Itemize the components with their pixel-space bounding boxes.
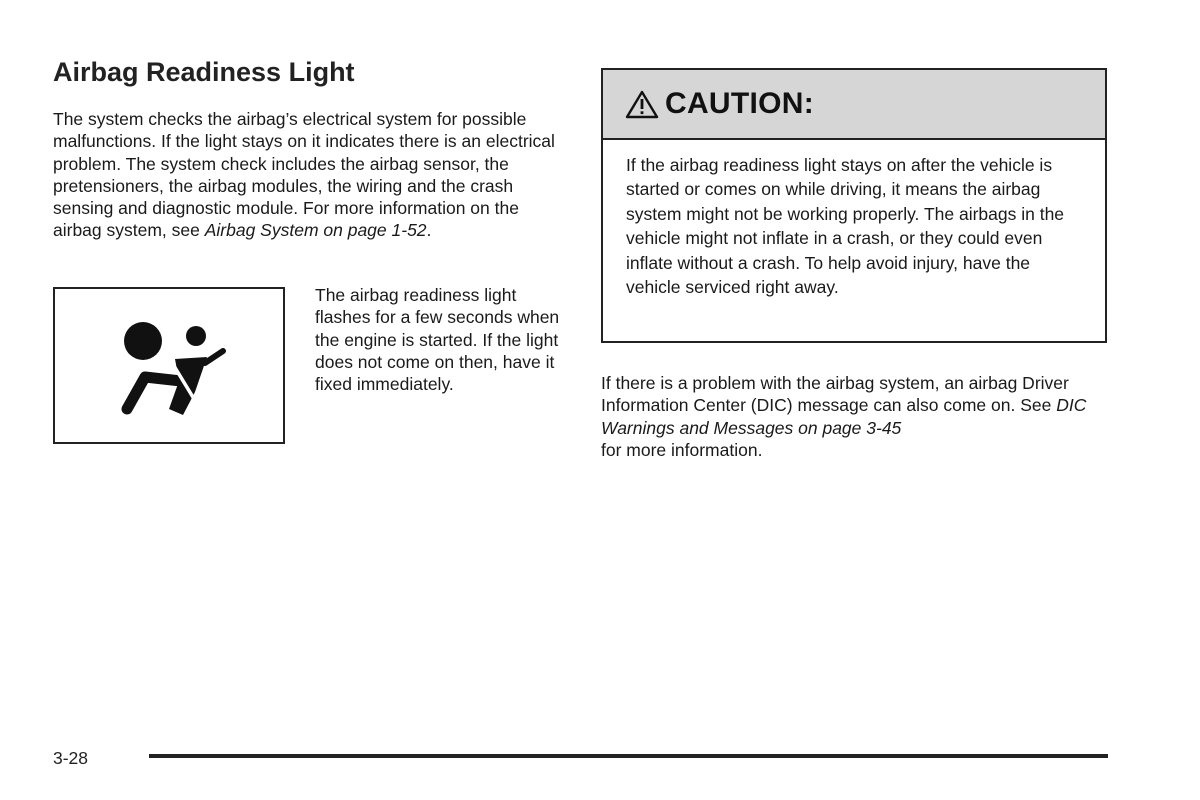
airbag-light-description: The airbag readiness light flashes for a few seconds when the engine is started. If the light does not come on then, have it fixed immediately. [315,285,560,395]
intro-paragraph [53,108,568,242]
warning-triangle-icon [625,89,659,119]
dic-text: If there is a problem with the airbag system, an airbag Driver Information Center (DIC) message can also come on. See [601,373,1069,416]
airbag-system-reference: Airbag System on page 1-52 [204,220,427,241]
dic-paragraph [601,372,1121,461]
caution-title: CAUTION: [665,87,815,120]
caution-header [603,70,1105,140]
caution-box [601,68,1107,343]
airbag-readiness-icon [119,317,229,417]
airbag-symbol-box [53,287,285,444]
caution-body: If the airbag readiness light stays on after the vehicle is started or comes on while driving, it means the airbag system might not be working properly. The airbags in the vehicle might not inflate in a crash, or they could even inflate without a crash. To help avoid injury, have the vehicle serviced right away. [626,155,1065,298]
section-heading: Airbag Readiness Light [53,57,355,87]
intro-end: . [426,220,432,241]
footer-rule [149,754,1108,758]
dic-warnings-reference: DIC Warnings and Messages on page 3-45 [601,395,1087,438]
page-number: 3-28 [53,748,89,768]
intro-text: The system checks the airbag’s electrical system for possible malfunctions. If the light stays on it indicates there is an electrical problem. The system check includes the airbag sensor, the pretensioners, the airbag modules, the wiring and the crash sensing and diagnostic module. For more information on the airbag system, see [53,109,555,241]
dic-end: for more information. [601,439,763,460]
